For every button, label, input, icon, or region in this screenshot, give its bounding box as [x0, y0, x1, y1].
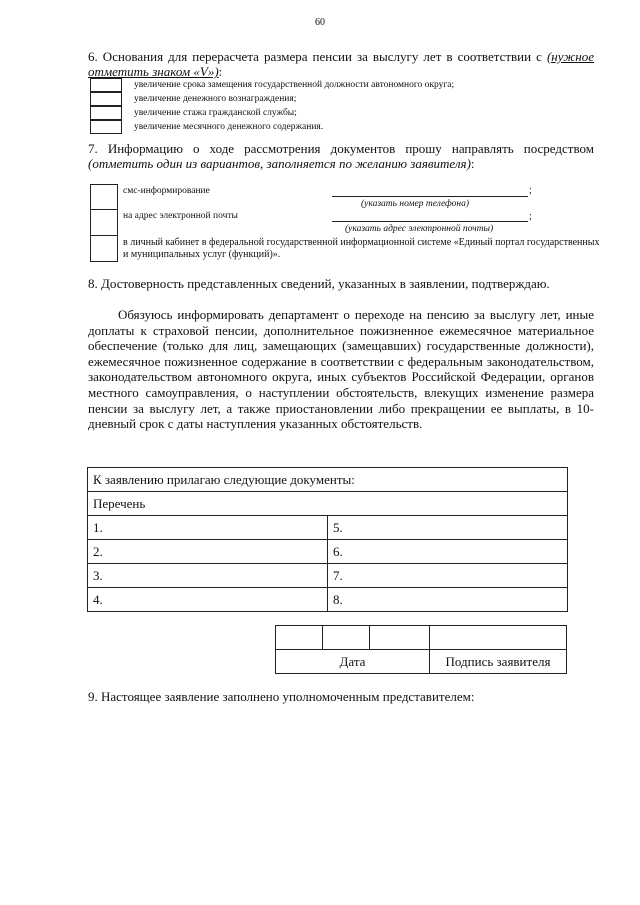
- section6-checkbox-2[interactable]: [90, 92, 122, 106]
- section6-item-label: увеличение срока замещения государственной должности автономного округа;: [134, 80, 455, 90]
- document-cell-7[interactable]: 7.: [328, 564, 568, 588]
- section6-checkbox-1[interactable]: [90, 78, 122, 92]
- section6-checkbox-3[interactable]: [90, 106, 122, 120]
- signature-cell[interactable]: [430, 626, 567, 650]
- email-hint: (указать адрес электронной почты): [345, 224, 494, 234]
- table-row: [88, 588, 568, 612]
- option-portal-label: в личный кабинет в федеральной государственной информационной системе «Единый портал государственных и муниципальных услуг (функций)».: [123, 237, 600, 260]
- signature-label: Подпись заявителя: [430, 650, 567, 674]
- semicolon: ;: [529, 185, 532, 196]
- option-sms-label: смс-информирование: [123, 186, 210, 196]
- document-cell-3[interactable]: 3.: [88, 564, 328, 588]
- section6-item-label: увеличение стажа гражданской службы;: [134, 108, 297, 118]
- option-email-label: на адрес электронной почты: [123, 211, 238, 221]
- section7-checkbox-email[interactable]: [90, 209, 118, 236]
- section6-note: (нужное отметить знаком «V»): [88, 49, 595, 79]
- section6-item-label: увеличение месячного денежного содержания.: [134, 122, 324, 132]
- section7-checkbox-portal[interactable]: [90, 235, 118, 262]
- signature-table: [275, 625, 567, 674]
- section6-checkbox-4[interactable]: [90, 120, 122, 134]
- section6-colon: :: [218, 64, 223, 79]
- documents-table: [87, 467, 568, 612]
- document-cell-1[interactable]: 1.: [88, 516, 328, 540]
- section6-item: [90, 78, 454, 92]
- document-cell-4[interactable]: 4.: [88, 588, 328, 612]
- email-field[interactable]: [332, 221, 528, 222]
- phone-number-field[interactable]: [332, 196, 528, 197]
- section6-title-text: 6. Основания для перерасчета размера пенсии за выслугу лет в соответствии с: [88, 49, 542, 64]
- semicolon: ;: [529, 211, 532, 222]
- date-label: Дата: [276, 650, 430, 674]
- document-cell-6[interactable]: 6.: [328, 540, 568, 564]
- date-year-cell[interactable]: [370, 626, 430, 650]
- section7-checkbox-sms[interactable]: [90, 184, 118, 210]
- date-month-cell[interactable]: [323, 626, 370, 650]
- section8-paragraph: Обязуюсь информировать департамент о переходе на пенсию за выслугу лет, иные доплаты к страховой пенсии, дополнительное пожизненное ежемесячное материальное обеспечение (только для лиц, замещающих (замещавших) государственные должности), ежемесячное пожизненное содержание в соответствии с федеральным законодательством, законодательством автономного округа, иных субъектов Российской Федерации, органов местного самоуправления, о наступлении обстоятельств, влекущих изменение размера пенсии за выслугу лет, а также приостановлении либо прекращении ее выплаты, в 10-дневный срок с даты наступления указанных обстоятельств.: [88, 307, 594, 432]
- section6-title: [88, 49, 594, 79]
- documents-table-header: К заявлению прилагаю следующие документы:: [88, 468, 568, 492]
- section8-title: 8. Достоверность представленных сведений, указанных в заявлении, подтверждаю.: [88, 276, 550, 291]
- section6-item: [90, 106, 454, 120]
- section7-note: (отметить один из вариантов, заполняется по желанию заявителя): [88, 156, 471, 171]
- document-cell-8[interactable]: 8.: [328, 588, 568, 612]
- section6-item: [90, 92, 454, 106]
- section7-colon: :: [470, 156, 475, 171]
- section6-item-label: увеличение денежного вознаграждения;: [134, 94, 297, 104]
- section7-option-boxes: [90, 184, 118, 262]
- phone-number-hint: (указать номер телефона): [361, 199, 470, 209]
- document-cell-5[interactable]: 5.: [328, 516, 568, 540]
- table-row: [88, 540, 568, 564]
- table-row: [88, 564, 568, 588]
- document-cell-2[interactable]: 2.: [88, 540, 328, 564]
- section6-item: [90, 120, 454, 134]
- date-day-cell[interactable]: [276, 626, 323, 650]
- section7-title-text: 7. Информацию о ходе рассмотрения документов прошу направлять посредством: [88, 141, 594, 156]
- section9-title: 9. Настоящее заявление заполнено уполномоченным представителем:: [88, 689, 475, 704]
- table-row: [88, 516, 568, 540]
- page-number: 60: [315, 17, 325, 28]
- documents-list-label: Перечень: [88, 492, 568, 516]
- section7-title: [88, 141, 594, 171]
- section6-checkbox-list: [90, 78, 454, 134]
